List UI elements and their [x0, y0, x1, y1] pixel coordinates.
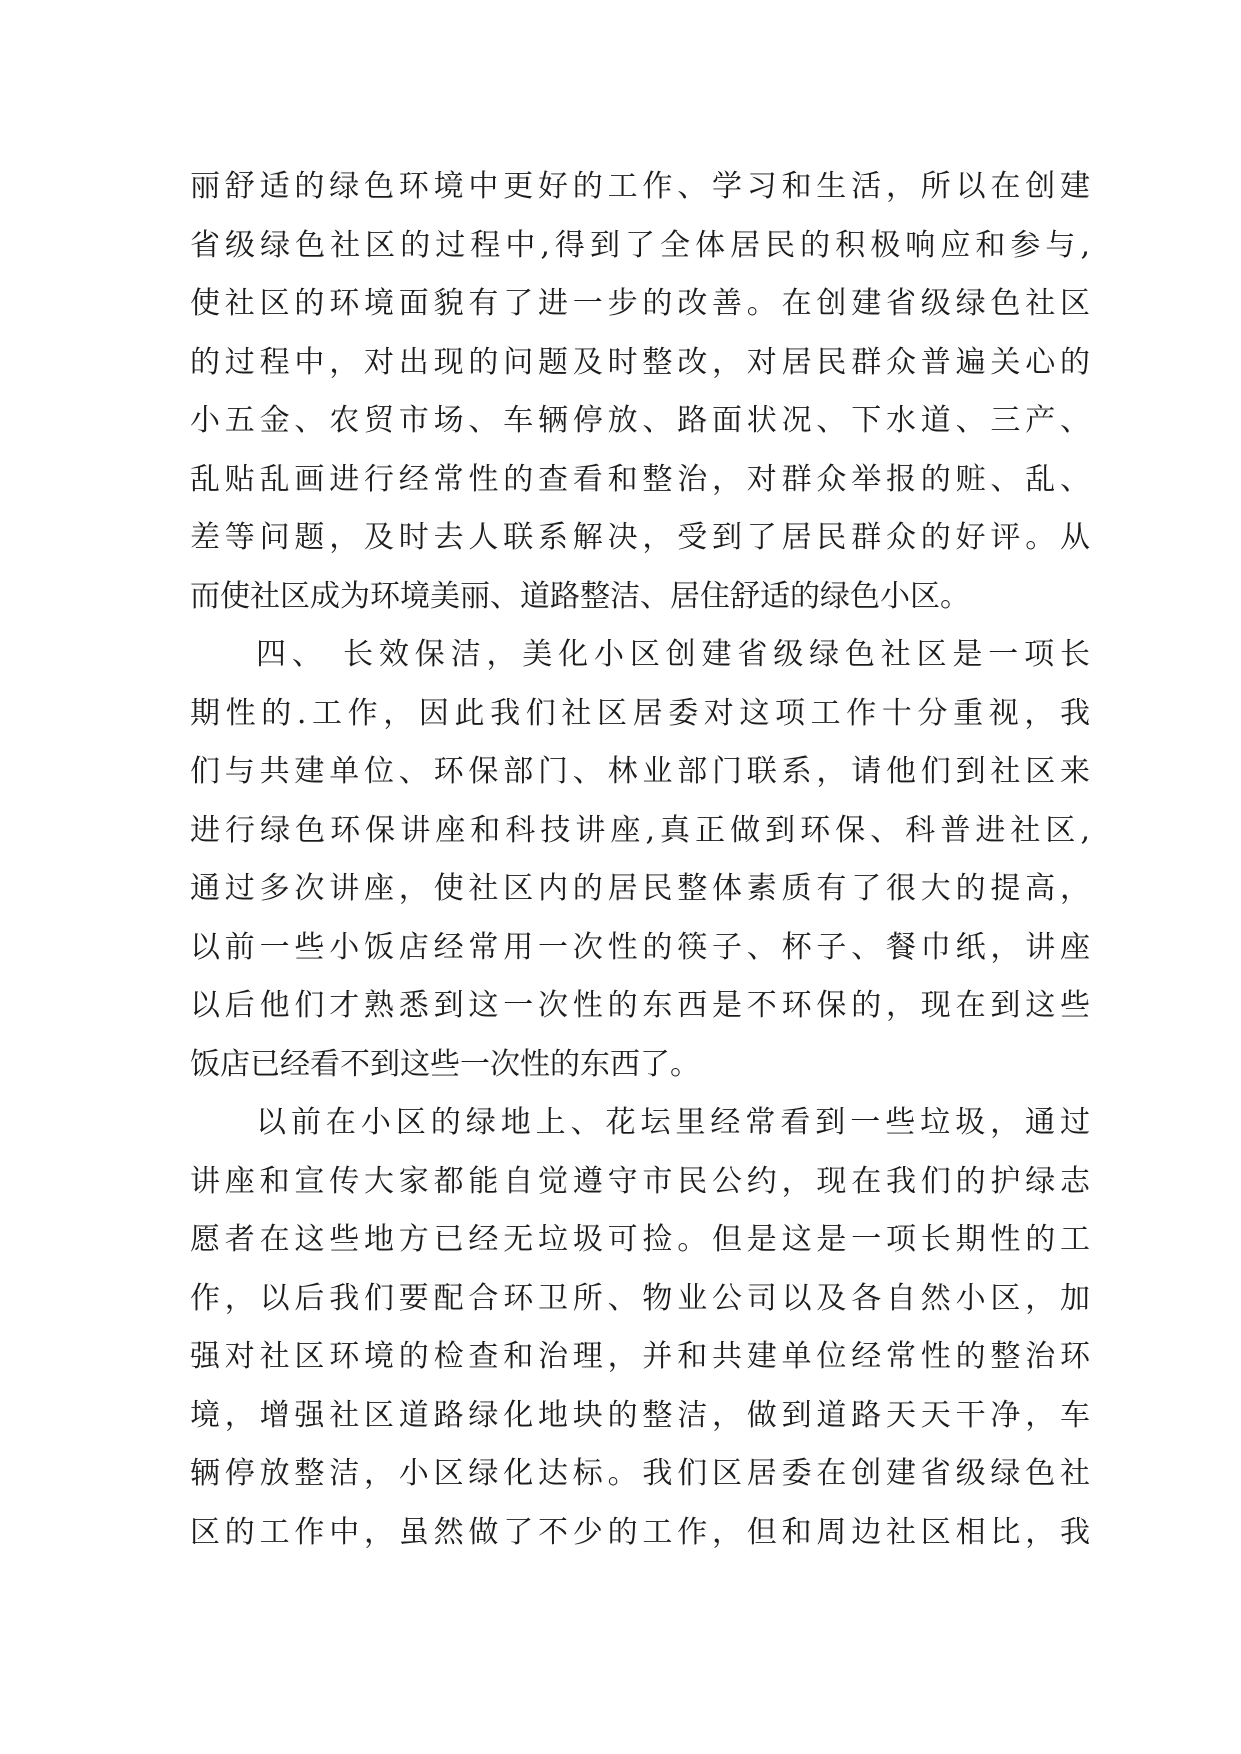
text-line: 们与共建单位、环保部门、林业部门联系，请他们到社区来: [190, 754, 1090, 789]
text-line: 乱贴乱画进行经常性的查看和整治，对群众举报的赃、乱、: [190, 461, 1090, 497]
text-line: 愿者在这些地方已经无垃圾可捡。但是这是一项长期性的工: [190, 1222, 1090, 1257]
text-line: 境，增强社区道路绿化地块的整洁，做到道路天天干净，车: [190, 1397, 1090, 1433]
text-line: 强对社区环境的检查和治理，并和共建单位经常性的整治环: [190, 1339, 1090, 1374]
text-line: 饭店已经看不到这些一次性的东西了。: [190, 1046, 700, 1082]
text-line: 通过多次讲座，使社区内的居民整体素质有了很大的提高，: [190, 871, 1090, 906]
text-line: 使社区的环境面貌有了进一步的改善。在创建省级绿色社区: [190, 286, 1090, 321]
text-line: 期性的.工作，因此我们社区居委对这项工作十分重视，我: [190, 695, 1090, 731]
text-line: 差等问题，及时去人联系解决，受到了居民群众的好评。从: [190, 520, 1090, 555]
text-line: 进行绿色环保讲座和科技讲座,真正做到环保、科普进社区,: [190, 812, 1090, 848]
text-line: 作，以后我们要配合环卫所、物业公司以及各自然小区，加: [190, 1280, 1090, 1316]
text-line: 辆停放整洁，小区绿化达标。我们区居委在创建省级绿色社: [190, 1456, 1090, 1491]
text-line: 省级绿色社区的过程中,得到了全体居民的积极响应和参与,: [190, 227, 1090, 263]
text-line: 的过程中，对出现的问题及时整改，对居民群众普遍关心的: [190, 344, 1090, 380]
paragraph-start-line: 以前在小区的绿地上、花坛里经常看到一些垃圾，通过: [256, 1105, 1090, 1140]
text-line: 而使社区成为环境美丽、道路整洁、居住舒适的绿色小区。: [190, 578, 970, 614]
document-body: [190, 158, 1090, 1562]
text-line: 区的工作中，虽然做了不少的工作，但和周边社区相比，我: [190, 1514, 1090, 1550]
text-line: 讲座和宣传大家都能自觉遵守市民公约，现在我们的护绿志: [190, 1163, 1090, 1199]
text-line: 以后他们才熟悉到这一次性的东西是不环保的，现在到这些: [190, 988, 1090, 1023]
paragraph-start-line: 四、 长效保洁，美化小区创建省级绿色社区是一项长: [256, 637, 1090, 672]
text-line: 以前一些小饭店经常用一次性的筷子、杯子、餐巾纸，讲座: [190, 929, 1090, 965]
text-line: 小五金、农贸市场、车辆停放、路面状况、下水道、三产、: [190, 403, 1090, 438]
text-line: 丽舒适的绿色环境中更好的工作、学习和生活，所以在创建: [190, 169, 1090, 204]
